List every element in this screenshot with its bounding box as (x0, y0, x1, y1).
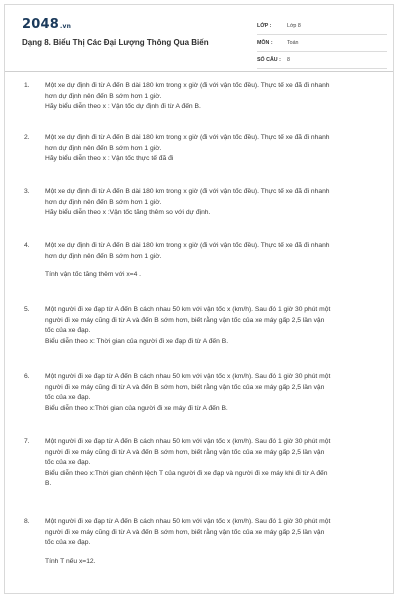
question-line: hơn dự định nên đến B sớm hơn 1 giờ. (45, 198, 162, 206)
meta-value: 8 (287, 57, 290, 63)
question-line: Một người đi xe đạp từ A đến B cách nhau 50 km với vận tốc x (km/h). Sau đó 1 giờ 30 phút một (45, 518, 331, 525)
question-number: 8. (24, 518, 30, 525)
meta-value: Toán (287, 40, 299, 46)
question-line: người đi xe máy cũng đi từ A và đến B sớm hơn, biết rằng vận tốc của xe máy gấp 2,5 lần vận (45, 383, 325, 391)
question-body (45, 187, 381, 219)
question-line: Biểu diễn theo x: Thời gian của người đi xe đạp đi từ A đến B. (45, 337, 229, 345)
question-body (45, 133, 381, 165)
question-line: người đi xe máy cũng đi từ A và đến B sớm hơn, biết rằng vận tốc của xe máy gấp 2,5 lần vận (45, 448, 325, 456)
worksheet-meta (257, 18, 387, 69)
question-number: 4. (24, 242, 30, 249)
question-number: 2. (24, 134, 30, 141)
meta-row-count (257, 52, 387, 69)
worksheet-header (5, 5, 393, 72)
question-line: hơn dự định nên đến B sớm hơn 1 giờ. (45, 92, 162, 100)
meta-value: Lớp 8 (287, 23, 301, 29)
question-body (45, 305, 381, 347)
question-line: Hãy biểu diễn theo x : Vận tốc thực tế đã đi (45, 155, 174, 163)
question-line: Biểu diễn theo x:Thời gian của người đi xe máy đi từ A đến B. (45, 404, 228, 412)
question-body (45, 372, 381, 414)
site-logo[interactable] (22, 17, 71, 32)
meta-label: SỐ CÂU : (257, 57, 281, 63)
question-line: người đi xe máy cũng đi từ A và đến B sớm hơn, biết rằng vận tốc của xe máy gấp 2,5 lần vận (45, 316, 325, 324)
question-task: Tính vận tốc tăng thêm với x=4 . (45, 271, 142, 279)
worksheet-title: Dạng 8. Biểu Thị Các Đại Lượng Thông Qua Biến (22, 38, 209, 47)
question-number: 7. (24, 438, 30, 445)
question-line: người đi xe máy cũng đi từ A và đến B sớm hơn, biết rằng vận tốc của xe máy gấp 2,5 lần vận (45, 528, 325, 536)
meta-row-class (257, 18, 387, 35)
question-line: Một xe dự định đi từ A đến B dài 180 km trong x giờ (đi với vận tốc đều). Thực tế xe đã đi nhanh (45, 188, 330, 195)
question-body (45, 81, 381, 113)
question-line: tốc của xe đạp. (45, 459, 91, 467)
question-line: Một người đi xe đạp từ A đến B cách nhau 50 km với vận tốc x (km/h). Sau đó 1 giờ 30 phút một (45, 438, 331, 445)
question-line: Hãy biểu diễn theo x :Vận tốc tăng thêm so với dự định. (45, 209, 211, 217)
question-line: tốc của xe đạp. (45, 539, 91, 547)
question-body (45, 517, 381, 567)
question-task: Tính T nếu x=12. (45, 557, 96, 565)
question-line: Hãy biểu diễn theo x : Vận tốc dự định đi từ A đến B. (45, 103, 201, 111)
worksheet-page (4, 4, 394, 594)
question-line: tốc của xe đạp. (45, 394, 91, 402)
meta-label: MÔN : (257, 40, 273, 46)
question-body (45, 437, 381, 490)
question-line: tốc của xe đạp. (45, 327, 91, 335)
question-body (45, 241, 381, 281)
question-number: 1. (24, 82, 30, 89)
question-number: 5. (24, 306, 30, 313)
question-line: Một xe dự định đi từ A đến B dài 180 km trong x giờ (đi với vận tốc đều). Thực tế xe đã đi nhanh (45, 242, 330, 249)
question-line: hơn dự định nên đến B sớm hơn 1 giờ. (45, 252, 162, 260)
question-line: Một người đi xe đạp từ A đến B cách nhau 50 km với vận tốc x (km/h). Sau đó 1 giờ 30 phút một (45, 373, 331, 380)
question-number: 6. (24, 373, 30, 380)
logo-suffix: .vn (59, 23, 72, 30)
question-line: B. (45, 480, 52, 488)
question-line: Biểu diễn theo x:Thời gian chênh lệch T của người đi xe đạp và người đi xe máy khi đi từ A đến (45, 469, 328, 477)
question-line: Một người đi xe đạp từ A đến B cách nhau 50 km với vận tốc x (km/h). Sau đó 1 giờ 30 phút một (45, 306, 331, 313)
meta-label: LỚP : (257, 23, 272, 29)
logo-text: 2048 (22, 17, 59, 32)
question-line: Một xe dự định đi từ A đến B dài 180 km trong x giờ (đi với vận tốc đều). Thực tế xe đã đi nhanh (45, 134, 330, 141)
question-line: Một xe dự định đi từ A đến B dài 180 km trong x giờ (đi với vận tốc đều). Thực tế xe đã đi nhanh (45, 82, 330, 89)
meta-row-subject (257, 35, 387, 52)
question-number: 3. (24, 188, 30, 195)
question-line: hơn dự định nên đến B sớm hơn 1 giờ. (45, 144, 162, 152)
